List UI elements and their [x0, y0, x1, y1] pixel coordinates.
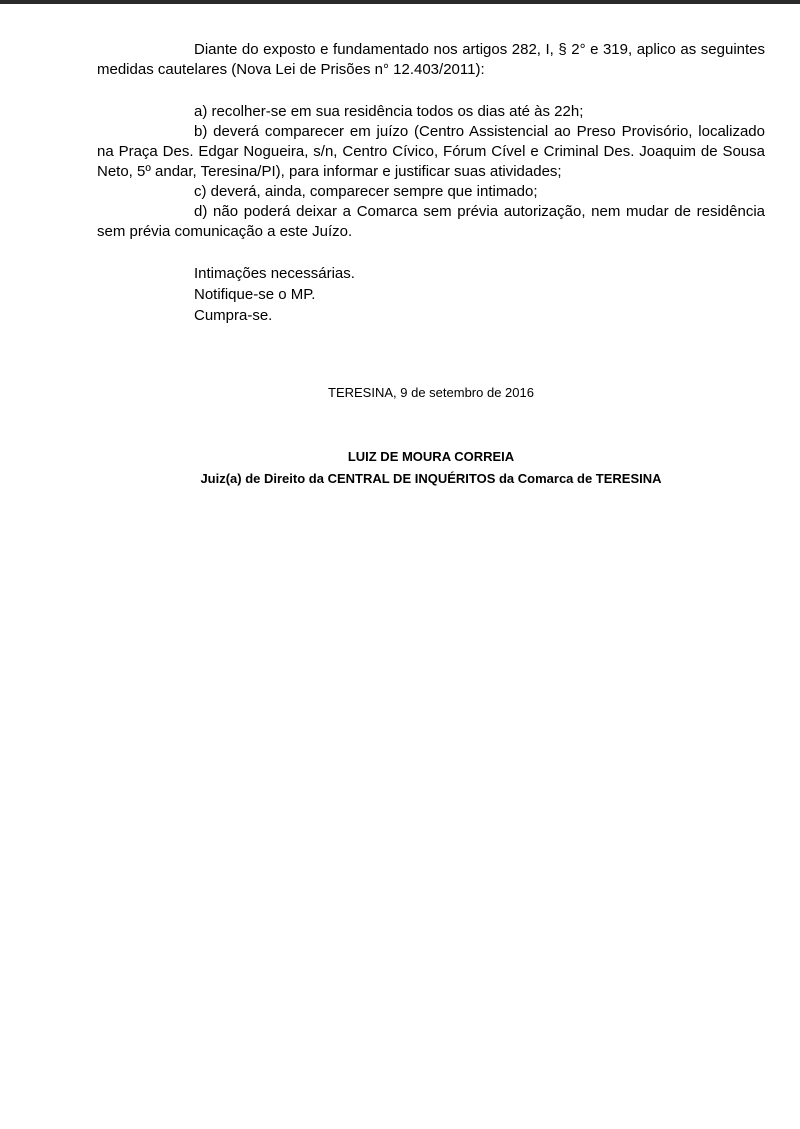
closing-line-intimacoes: Intimações necessárias. — [194, 265, 355, 282]
closing-line-notifique: Notifique-se o MP. — [194, 286, 316, 303]
closing-line-cumpra: Cumpra-se. — [194, 307, 273, 324]
intro-paragraph: Diante do exposto e fundamentado nos artigos 282, I, § 2° e 319, aplico as seguintes medidas cautelares (Nova Lei de Prisões n° 12.403/2011): — [97, 41, 765, 78]
signatory-role: Juiz(a) de Direito da CENTRAL DE INQUÉRITOS da Comarca de TERESINA — [200, 471, 662, 486]
document-page — [97, 40, 765, 486]
measure-d: d) não poderá deixar a Comarca sem prévia autorização, nem mudar de residência sem prévia comunicação a este Juízo. — [97, 203, 765, 240]
measure-c: c) deverá, ainda, comparecer sempre que intimado; — [194, 183, 538, 200]
date-line: TERESINA, 9 de setembro de 2016 — [328, 385, 534, 400]
measure-a: a) recolher-se em sua residência todos os dias até às 22h; — [194, 103, 584, 120]
measure-b: b) deverá comparecer em juízo (Centro Assistencial ao Preso Provisório, localizado na Praça Des. Edgar Nogueira, s/n, Centro Cívico, Fórum Cível e Criminal Des. Joaquim de Sousa Neto, 5º andar, Teresina/PI), para informar e justificar suas atividades; — [97, 123, 765, 180]
window-top-bar — [0, 0, 800, 4]
signatory-name: LUIZ DE MOURA CORREIA — [347, 449, 515, 464]
